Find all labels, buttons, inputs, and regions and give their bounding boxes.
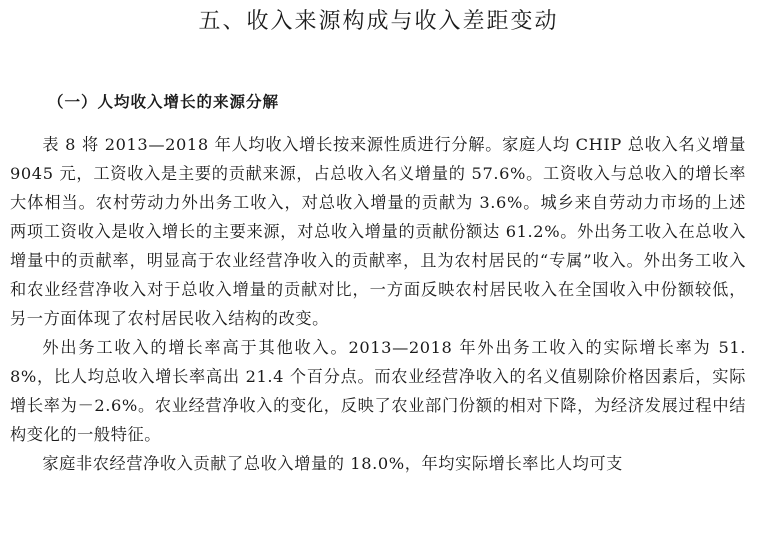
paragraph-nonfarm-business-income: 家庭非农经营净收入贡献了总收入增量的 18.0%，年均实际增长率比人均可支 xyxy=(42,454,623,473)
chapter-title: 五、收入来源构成与收入差距变动 xyxy=(198,9,559,34)
section-title: （一）人均收入增长的来源分解 xyxy=(48,93,280,111)
paragraph-income-decomposition: 表 8 将 2013—2018 年人均收入增长按来源性质进行分解。家庭人均 CHIP 总收入名义增量 9045 元，工资收入是主要的贡献来源，占总收入名义增量的 57.6%。工资收入与总收入的增长率大体相当。农村劳动力外出务工收入，对总收入增量的贡献为 3.6%。城乡来自劳动力市场的上述两项工资收入是收入增长的主要来源，对总收入增量的贡献份额达 61.2%。外出务工收入在总收入增量中的贡献率，明显高于农业经营净收入的贡献率，且为农村居民的“专属”收入。外出务工收入和农业经营净收入对于总收入增量的贡献对比，一方面反映农村居民收入在全国收入中份额较低，另一方面体现了农村居民收入结构的改变。 xyxy=(10,135,746,328)
body-text xyxy=(10,130,746,478)
paragraph-migrant-income-growth: 外出务工收入的增长率高于其他收入。2013—2018 年外出务工收入的实际增长率为 51.8%，比人均总收入增长率高出 21.4 个百分点。而农业经营净收入的名义值剔除价格因素后，实际增长率为－2.6%。农业经营净收入的变化，反映了农业部门份额的相对下降，为经济发展过程中结构变化的一般特征。 xyxy=(10,338,746,444)
